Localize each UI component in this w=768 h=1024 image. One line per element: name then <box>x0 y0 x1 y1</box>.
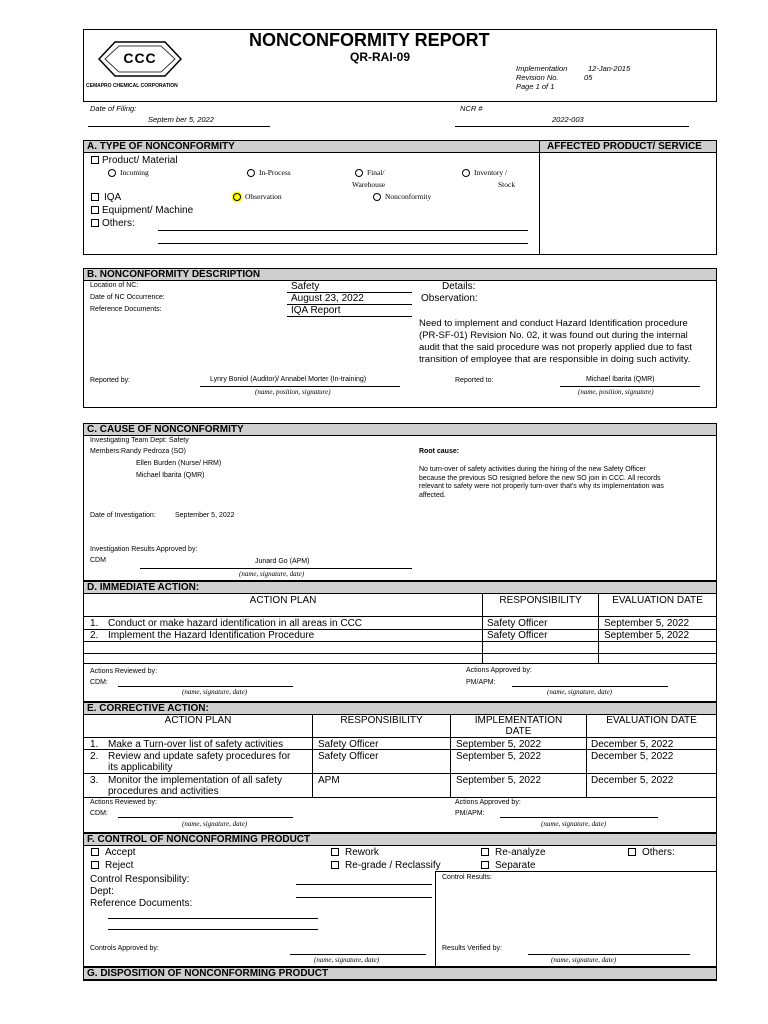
f-divider-h <box>435 871 716 872</box>
date-of-filing-value: Septem ber 5, 2022 <box>148 115 214 124</box>
results-verified-line[interactable] <box>528 954 690 955</box>
incoming-radio[interactable] <box>108 169 116 177</box>
members-label: Members: <box>90 448 122 455</box>
e-row-resp: Safety Officer <box>318 739 379 750</box>
approver-name: Junard Go (APM) <box>255 558 310 565</box>
root-cause-line: No turn-over of safety activities during the hiring of the new Safety Officer <box>419 466 646 473</box>
company-logo <box>95 40 185 78</box>
ncr-label: NCR # <box>460 104 483 113</box>
section-g-title: G. DISPOSITION OF NONCONFORMING PRODUCT <box>84 968 716 980</box>
d-reviewed-label: Actions Reviewed by: <box>90 668 157 675</box>
d-col-plan: ACTION PLAN <box>249 595 317 606</box>
d-row-line <box>84 641 716 642</box>
others-option[interactable]: Others: <box>91 218 135 229</box>
regrade-option[interactable]: Re-grade / Reclassify <box>331 860 441 871</box>
investigating-team: Investigating Team Dept: Safety <box>90 437 189 444</box>
inventory-radio[interactable] <box>462 169 470 177</box>
reanalyze-checkbox[interactable] <box>481 848 489 856</box>
reported-by-value: Lynry Boniol (Auditor)/ Annabel Morter (In-training) <box>210 376 367 383</box>
e-row-plan: Review and update safety procedures for <box>108 751 291 762</box>
product-checkbox[interactable] <box>91 156 99 164</box>
nonconformity-radio[interactable] <box>373 193 381 201</box>
controls-approved-line[interactable] <box>290 954 426 955</box>
observation-label: Observation: <box>421 293 478 304</box>
e-col-eval: EVALUATION DATE <box>606 715 697 726</box>
e-col-impl: IMPLEMENTATION <box>474 715 563 726</box>
iqa-checkbox[interactable] <box>91 193 99 201</box>
e-row-num: 1. <box>90 739 99 750</box>
iqa-option[interactable]: IQA <box>91 192 121 203</box>
e-row-line <box>84 797 716 798</box>
approver-caption: (name, signature, date) <box>239 570 305 578</box>
e-row-num: 3. <box>90 775 99 786</box>
rev-label: Revision No. <box>516 73 559 82</box>
observation-option[interactable]: Observation <box>233 192 282 201</box>
member-item: Ellen Burden (Nurse/ HRM) <box>136 460 222 467</box>
d-row-num: 2. <box>90 630 99 641</box>
e-row-eval: December 5, 2022 <box>591 739 674 750</box>
page-title: NONCONFORMITY REPORT <box>249 30 490 50</box>
rev-value: 05 <box>584 73 593 82</box>
d-pm-caption: (name, signature, date) <box>547 688 613 696</box>
d-approved-label: Actions Approved by: <box>466 667 532 674</box>
e-col-divider-1 <box>312 715 313 797</box>
e-row-resp: Safety Officer <box>318 751 379 762</box>
d-row-resp: Safety Officer <box>487 630 548 641</box>
root-cause-label: Root cause: <box>419 448 460 455</box>
control-resp-line[interactable] <box>296 884 432 885</box>
others-line-1[interactable] <box>158 230 528 231</box>
regrade-checkbox[interactable] <box>331 861 339 869</box>
affected-product-header: AFFECTED PRODUCT/ SERVICE <box>540 141 716 153</box>
final-radio[interactable] <box>355 169 363 177</box>
date-nc-label: Date of NC Occurrence: <box>90 294 165 301</box>
observation-radio[interactable] <box>233 193 241 201</box>
reference-line <box>287 316 412 317</box>
inprocess-option[interactable]: In-Process <box>247 168 291 177</box>
impl-label: Implementation <box>516 64 568 73</box>
reported-to-line <box>560 386 700 387</box>
approver-line <box>140 568 412 569</box>
e-row-line <box>84 737 716 738</box>
inprocess-radio[interactable] <box>247 169 255 177</box>
results-verified-caption: (name, signature, date) <box>551 956 617 964</box>
others-line-2[interactable] <box>158 243 528 244</box>
root-cause-line: because the previous SO resigned before the new SO join in CCC. All records <box>419 474 661 482</box>
separate-checkbox[interactable] <box>481 861 489 869</box>
incoming-option[interactable]: Incoming <box>108 168 149 177</box>
cdm-label: CDM <box>90 557 106 564</box>
equipment-option[interactable]: Equipment/ Machine <box>91 205 193 216</box>
company-name: CEMAPRO CHEMICAL CORPORATION <box>86 83 178 89</box>
dept-label: Dept: <box>90 886 114 897</box>
others-f-option[interactable]: Others: <box>628 847 675 858</box>
d-col-eval: EVALUATION DATE <box>612 595 703 606</box>
ncr-value: 2022-003 <box>552 115 584 124</box>
e-row-plan-cont: its applicability <box>108 762 173 773</box>
date-nc-value: August 23, 2022 <box>291 293 364 304</box>
reported-by-label: Reported by: <box>90 377 131 384</box>
section-a-divider <box>539 141 540 254</box>
observation-line: Need to implement and conduct Hazard Identification procedure <box>419 318 688 329</box>
control-resp-label: Control Responsibility: <box>90 874 190 885</box>
reference-docs-line[interactable] <box>108 918 318 919</box>
reported-to-label: Reported to: <box>455 377 494 384</box>
date-of-filing-label: Date of Filing: <box>90 104 137 113</box>
member-item: Randy Pedroza (SO) <box>121 448 186 455</box>
d-col-resp: RESPONSIBILITY <box>499 595 582 606</box>
d-row-line <box>84 616 716 617</box>
e-pm-caption: (name, signature, date) <box>541 820 607 828</box>
section-d-title: D. IMMEDIATE ACTION: <box>84 582 716 594</box>
e-col-plan: ACTION PLAN <box>164 715 232 726</box>
reject-option[interactable]: Reject <box>91 860 133 871</box>
f-divider-v <box>435 871 436 967</box>
d-row-line <box>84 663 716 664</box>
page-number: Page 1 of 1 <box>516 82 555 91</box>
ncr-line <box>455 126 689 127</box>
observation-line: transition of employee that are responsible in doing such activity. <box>419 354 691 365</box>
e-approved-label: Actions Approved by: <box>455 799 521 806</box>
e-row-plan: Monitor the implementation of all safety <box>108 775 282 786</box>
e-row-impl: September 5, 2022 <box>456 751 542 762</box>
product-material-option[interactable]: Product/ Material <box>91 155 178 166</box>
results-verified-label: Results Verified by: <box>442 945 502 952</box>
d-cdm-line[interactable] <box>118 686 293 687</box>
investigation-date-label: Date of Investigation: <box>90 512 156 519</box>
section-c-title: C. CAUSE OF NONCONFORMITY <box>84 424 716 436</box>
controls-approved-caption: (name, signature, date) <box>314 956 380 964</box>
final-option[interactable]: Final/ <box>355 168 385 177</box>
d-row-num: 1. <box>90 618 99 629</box>
reported-by-caption: (name, position, signature) <box>255 388 331 396</box>
e-row-resp: APM <box>318 775 340 786</box>
form-code: QR-RAI-09 <box>350 50 411 64</box>
inventory-option[interactable]: Inventory / <box>462 168 507 177</box>
date-of-filing-line <box>88 126 270 127</box>
section-b-title: B. NONCONFORMITY DESCRIPTION <box>84 269 716 281</box>
observation-text <box>419 318 692 366</box>
root-cause-line: affected. <box>419 491 446 499</box>
e-row-impl: September 5, 2022 <box>456 775 542 786</box>
controls-approved-label: Controls Approved by: <box>90 945 159 952</box>
e-col-divider-3 <box>586 715 587 797</box>
e-pm-line[interactable] <box>500 817 658 818</box>
reported-to-caption: (name, position, signature) <box>578 388 654 396</box>
member-item: Michael Ibarita (QMR) <box>136 472 205 479</box>
accept-checkbox[interactable] <box>91 848 99 856</box>
accept-option[interactable]: Accept <box>91 847 136 858</box>
reference-docs-line[interactable] <box>108 929 318 930</box>
reference-label: Reference Documents: <box>90 306 162 313</box>
reported-to-value: Michael Ibarita (QMR) <box>586 376 655 383</box>
nonconformity-option[interactable]: Nonconformity <box>373 192 431 201</box>
e-row-line <box>84 773 716 774</box>
e-pm-label: PM/APM: <box>455 810 485 817</box>
details-label: Details: <box>442 281 476 292</box>
d-row-eval: September 5, 2022 <box>604 630 690 641</box>
d-cdm-caption: (name, signature, date) <box>182 688 248 696</box>
e-row-impl: September 5, 2022 <box>456 739 542 750</box>
others-checkbox[interactable] <box>91 219 99 227</box>
e-row-plan-cont: procedures and activities <box>108 786 219 797</box>
equipment-checkbox[interactable] <box>91 206 99 214</box>
warehouse-label: Warehouse <box>352 180 386 189</box>
e-cdm-label: CDM: <box>90 810 108 817</box>
d-row-resp: Safety Officer <box>487 618 548 629</box>
d-cdm-label: CDM: <box>90 679 108 686</box>
section-f-title: F. CONTROL OF NONCONFORMING PRODUCT <box>84 834 716 846</box>
dept-line[interactable] <box>296 897 432 898</box>
e-row-num: 2. <box>90 751 99 762</box>
section-a-title: A. TYPE OF NONCONFORMITY <box>84 141 539 153</box>
d-row-plan: Implement the Hazard Identification Procedure <box>108 630 315 641</box>
section-e-title: E. CORRECTIVE ACTION: <box>84 703 716 715</box>
root-cause-text <box>419 466 664 500</box>
reanalyze-option[interactable]: Re-analyze <box>481 847 546 858</box>
investigation-date-value: September 5, 2022 <box>175 512 235 519</box>
d-pm-line[interactable] <box>512 686 668 687</box>
stock-label: Stock <box>498 180 516 189</box>
d-row-plan: Conduct or make hazard identification in all areas in CCC <box>108 618 363 629</box>
e-reviewed-label: Actions Reviewed by: <box>90 799 157 806</box>
rework-checkbox[interactable] <box>331 848 339 856</box>
separate-option[interactable]: Separate <box>481 860 536 871</box>
reference-docs-label: Reference Documents: <box>90 898 193 909</box>
observation-line: audit that the said procedure was not properly applied due to fast <box>419 342 693 353</box>
section-c-box <box>83 423 717 581</box>
d-row-line <box>84 653 716 654</box>
logo-text: CCC <box>123 50 157 66</box>
root-cause-line: relevant to safety were not properly turn-over that's why its implementation was <box>419 483 664 490</box>
d-pm-label: PM/APM: <box>466 679 496 686</box>
rework-option[interactable]: Rework <box>331 847 379 858</box>
investigation-approved-label: Investigation Results Approved by: <box>90 546 198 553</box>
others-f-checkbox[interactable] <box>628 848 636 856</box>
location-value: Safety <box>291 281 320 292</box>
e-cdm-line[interactable] <box>118 817 293 818</box>
e-row-eval: December 5, 2022 <box>591 775 674 786</box>
d-row-eval: September 5, 2022 <box>604 618 690 629</box>
reject-checkbox[interactable] <box>91 861 99 869</box>
reported-by-line <box>200 386 400 387</box>
observation-line: (PR-SF-01) Revision No. 02, it was found out during the internal <box>419 330 688 341</box>
e-cdm-caption: (name, signature, date) <box>182 820 248 828</box>
e-col-impl-date: DATE <box>505 726 532 737</box>
e-row-plan: Make a Turn-over list of safety activities <box>108 739 284 750</box>
control-results-label: Control Results: <box>442 874 492 881</box>
e-col-resp: RESPONSIBILITY <box>340 715 423 726</box>
location-label: Location of NC: <box>90 282 139 289</box>
e-row-eval: December 5, 2022 <box>591 751 674 762</box>
impl-value: 12-Jan-2015 <box>588 64 631 73</box>
reference-value: IQA Report <box>291 305 341 316</box>
